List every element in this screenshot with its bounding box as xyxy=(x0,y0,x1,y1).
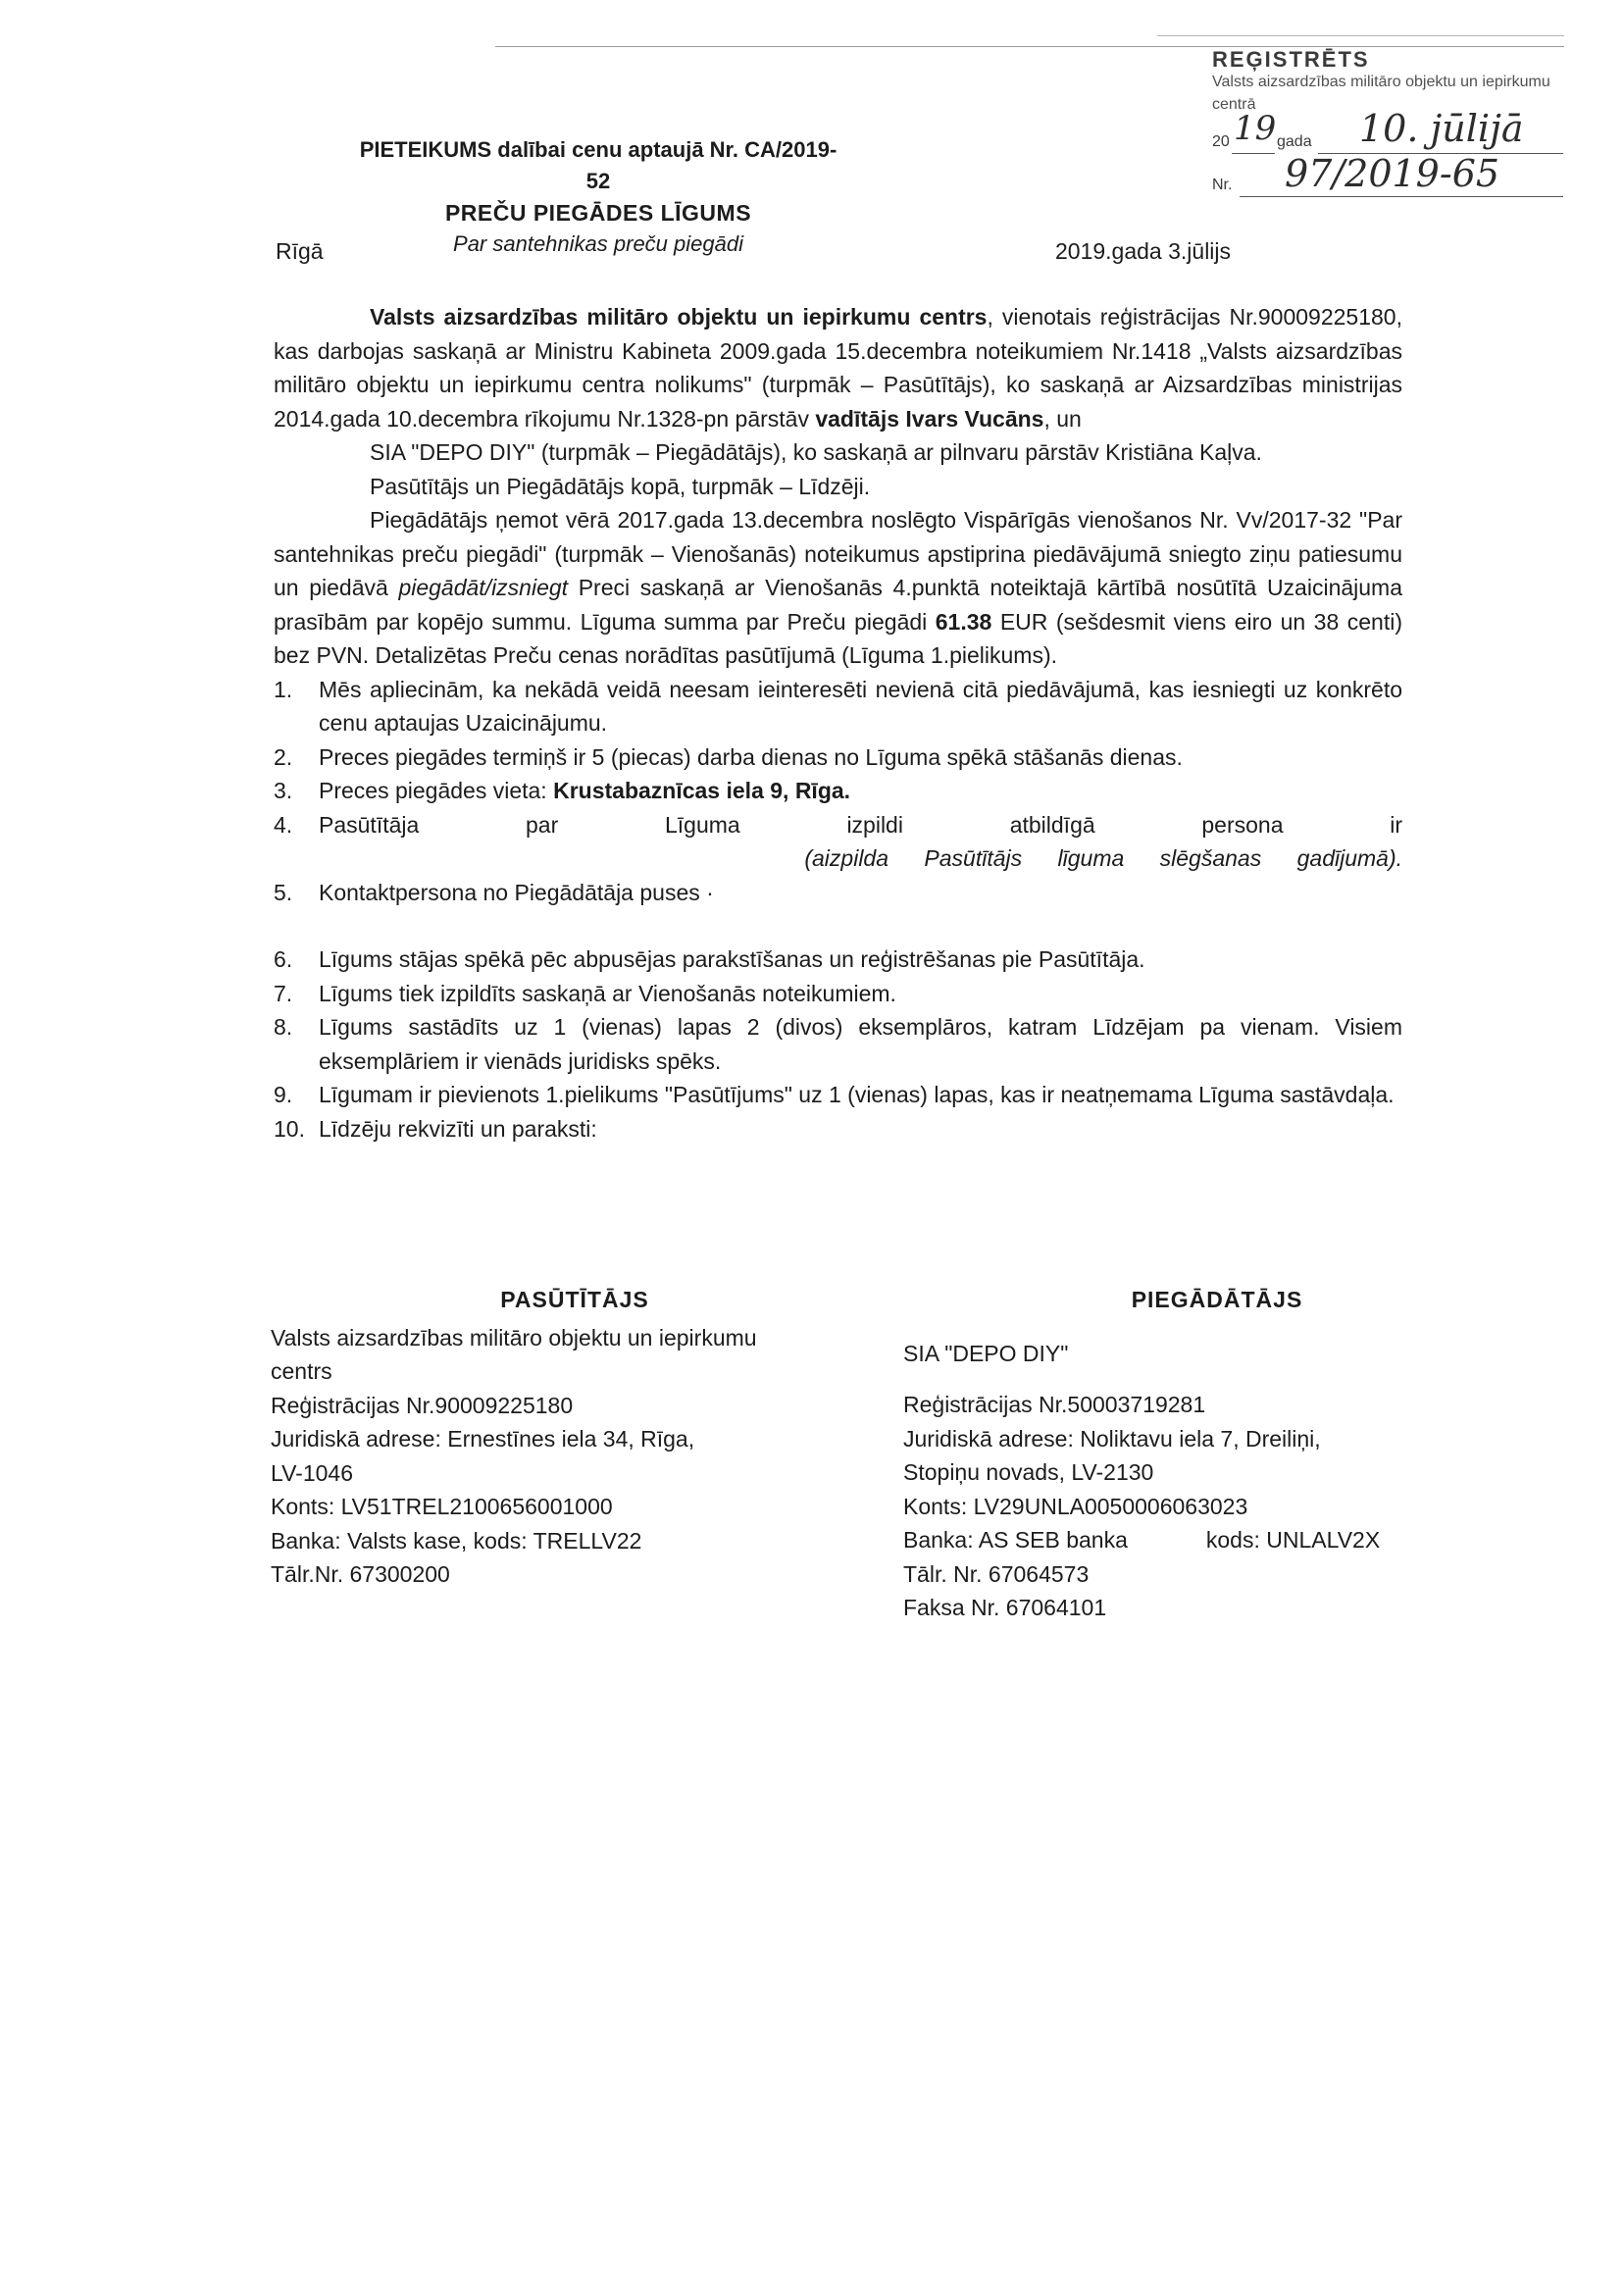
scan-edge-line xyxy=(1157,35,1564,36)
contract-terms-list xyxy=(274,673,1402,1146)
item-text: Līgums sastādīts uz 1 (vienas) lapas 2 (divos) eksemplāros, katram Līdzējam pa vienam. Visiem eksemplāriem ir vienāds juridisks spēks. xyxy=(319,1014,1402,1074)
list-item xyxy=(274,977,1402,1011)
supplier-bank-code: kods: UNLALV2X xyxy=(1205,1527,1381,1553)
item-number: 7. xyxy=(274,980,293,1006)
item-text: Līgums tiek izpildīts saskaņā ar Vienošanās noteikumiem. xyxy=(319,980,896,1006)
list-item xyxy=(274,1112,1402,1146)
customer-address-line1: Juridiskā adrese: Ernestīnes iela 34, Rīga, xyxy=(271,1426,695,1452)
stamp-title: REĢISTRĒTS xyxy=(1212,47,1370,72)
delivery-address: Krustabaznīcas iela 9, Rīga. xyxy=(553,778,851,803)
offer-paragraph xyxy=(274,503,1402,673)
intro-parties-paragraph xyxy=(274,300,1402,435)
item-text: Pasūtītāja par Līguma izpildi atbildīgā persona ir xyxy=(319,811,1402,838)
stamp-nr-underline xyxy=(1240,196,1563,197)
item-text: Preces piegādes termiņš ir 5 (piecas) darba dienas no Līguma spēkā stāšanās dienas. xyxy=(319,743,1183,770)
offer-italic: piegādāt/izsniegt xyxy=(398,575,569,600)
document-header xyxy=(353,134,843,260)
item-italic-note: (aizpilda Pasūtītājs līguma slēgšanas gadījumā). xyxy=(804,845,1402,871)
application-title: PIETEIKUMS dalībai cenu aptaujā Nr. CA/2019-52 xyxy=(359,137,837,193)
item-number: 2. xyxy=(274,743,293,770)
list-item xyxy=(274,673,1402,740)
stamp-date-handwritten: 10. jūlijā xyxy=(1359,107,1524,150)
customer-name-bold: Valsts aizsardzības militāro objektu un iepirkumu centrs xyxy=(370,304,988,330)
stamp-nr-row xyxy=(1212,152,1585,202)
supplier-requisites xyxy=(903,1283,1531,1625)
supplier-reg-number: Reģistrācijas Nr.50003719281 xyxy=(903,1392,1206,1417)
supplier-name: SIA "DEPO DIY" xyxy=(903,1340,1069,1366)
intro-text-b: , un xyxy=(1043,405,1082,432)
item-text: Līgums stājas spēkā pēc abpusējas parakstīšanas un reģistrēšanas pie Pasūtītāja. xyxy=(319,946,1145,972)
supplier-bank: Banka: AS SEB banka xyxy=(903,1527,1128,1553)
customer-address-line2: LV-1046 xyxy=(271,1459,353,1486)
top-rule xyxy=(495,46,1564,47)
list-item xyxy=(274,808,1402,842)
list-item xyxy=(274,1010,1402,1078)
list-item xyxy=(274,943,1402,977)
item-text: Līgumam ir pievienots 1.pielikums "Pasūtījums" uz 1 (vienas) lapas, kas ir neatņemama Līguma sastāvdaļa. xyxy=(319,1082,1395,1107)
customer-reg-number: Reģistrācijas Nr.90009225180 xyxy=(271,1392,574,1418)
offer-text-c: EUR (sešdesmit viens eiro un 38 centi) bez PVN. Detalizētas Preču cenas norādītas pasūtījumā (Līguma 1.pielikums). xyxy=(274,608,1402,668)
supplier-bank-line xyxy=(903,1523,1531,1557)
customer-requisites xyxy=(271,1283,879,1592)
supplier-paragraph: SIA "DEPO DIY" (turpmāk – Piegādātājs), ko saskaņā ar pilnvaru pārstāv Kristiāna Kaļva. xyxy=(370,439,1262,465)
supplier-heading: PIEGĀDĀTĀJS xyxy=(1131,1287,1303,1312)
item-text: Preces piegādes vieta: xyxy=(319,778,554,803)
place: Rīgā xyxy=(276,238,324,264)
contract-body xyxy=(274,300,1402,1146)
supplier-address-line1: Juridiskā adrese: Noliktavu iela 7, Dreiliņi, xyxy=(903,1425,1321,1452)
item-text: Kontaktpersona no Piegādātāja puses · xyxy=(319,879,714,905)
blank-gap xyxy=(274,909,1402,943)
item-number: 10. xyxy=(274,1115,305,1142)
stamp-gada-label: gada xyxy=(1277,133,1312,150)
contract-subject: Par santehnikas preču piegādi xyxy=(453,231,743,256)
stamp-year-prefix: 20 xyxy=(1212,133,1230,150)
item-text: Līdzēju rekvizīti un paraksti: xyxy=(319,1115,597,1142)
item-number: 9. xyxy=(274,1082,293,1107)
offer-text-b: Preci saskaņā ar Vienošanās 4.punktā noteiktajā kārtībā nosūtītā Uzaicinājuma prasībām par kopējo summu. Līguma summa par Preču piegādi xyxy=(274,575,1403,635)
supplier-fax: Faksa Nr. 67064101 xyxy=(903,1595,1107,1620)
intro-text-a: , vienotais reģistrācijas Nr.90009225180, kas darbojas saskaņā ar Ministru Kabineta 2009.gada 15.decembra noteikumiem Nr.1418 „Valsts aizsardzības militāro objektu un iepirkumu centra nolikums" (turpmāk – Pasūtītājs), ko saskaņā ar Aizsardzības ministrijas 2014.gada 10.decembra rīkojumu Nr.1328-pn pārstāv xyxy=(274,304,1402,432)
supplier-account: Konts: LV29UNLA0050006063023 xyxy=(903,1493,1248,1519)
contract-title: PREČU PIEGĀDES LĪGUMS xyxy=(444,200,752,226)
parties-paragraph: Pasūtītājs un Piegādātājs kopā, turpmāk – Līdzēji. xyxy=(370,473,871,499)
customer-heading: PASŪTĪTĀJS xyxy=(500,1287,649,1312)
contract-date: 2019.gada 3.jūlijs xyxy=(1055,238,1232,264)
stamp-year-underline xyxy=(1232,153,1275,154)
stamp-institution: Valsts aizsardzības militāro objektu un iepirkumu centrā xyxy=(1212,74,1550,113)
registration-stamp xyxy=(1212,49,1585,202)
item-number: 5. xyxy=(274,879,293,905)
supplier-address-line2: Stopiņu novads, LV-2130 xyxy=(903,1459,1154,1485)
item-text: Mēs apliecinām, ka nekādā veidā neesam ieinteresēti nevienā citā piedāvājumā, kas iesniegti uz konkrēto cenu aptaujas Uzaicinājumu. xyxy=(319,676,1402,736)
item-number: 3. xyxy=(274,778,293,803)
item-number: 6. xyxy=(274,946,293,972)
item-number: 8. xyxy=(274,1014,293,1040)
list-item-continuation xyxy=(274,841,1402,876)
customer-account: Konts: LV51TREL2100656001000 xyxy=(271,1494,613,1519)
list-item xyxy=(274,740,1402,775)
representative-bold: vadītājs Ivars Vucāns xyxy=(815,405,1044,432)
item-number: 1. xyxy=(274,676,293,702)
offer-text-a: Piegādātājs ņemot vērā 2017.gada 13.decembra noslēgto Vispārīgās vienošanos Nr. Vv/2017-32 "Par santehnikas preču piegādi" (turpmāk – Vienošanās) noteikumus apstiprina piedāvājumā sniegto ziņu patiesumu un piedāvā xyxy=(274,507,1402,600)
stamp-year-handwritten: 19 xyxy=(1234,109,1277,148)
list-item xyxy=(274,876,1402,910)
list-item xyxy=(274,1078,1402,1112)
item-number: 4. xyxy=(274,811,293,838)
customer-phone: Tālr.Nr. 67300200 xyxy=(271,1561,450,1587)
list-item xyxy=(274,774,1402,808)
customer-name-line2: centrs xyxy=(271,1358,332,1384)
customer-bank: Banka: Valsts kase, kods: TRELLV22 xyxy=(271,1527,642,1554)
stamp-nr-label: Nr. xyxy=(1212,177,1233,193)
stamp-nr-handwritten: 97/2019-65 xyxy=(1285,152,1500,195)
supplier-phone: Tālr. Nr. 67064573 xyxy=(903,1560,1090,1587)
contract-sum: 61.38 xyxy=(935,608,992,635)
customer-name-line1: Valsts aizsardzības militāro objektu un iepirkumu xyxy=(271,1324,757,1350)
